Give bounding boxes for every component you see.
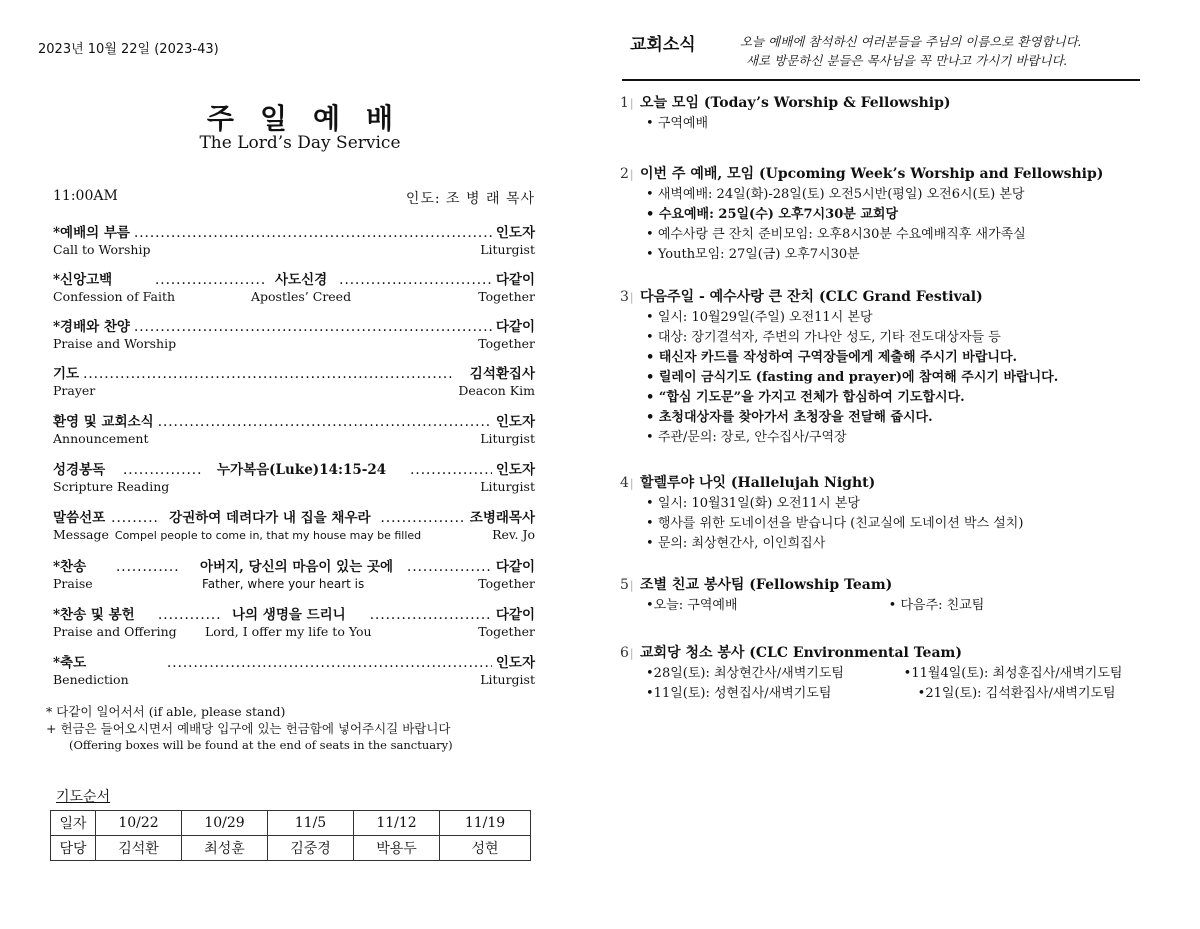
item-who-ko: 김석환집사 xyxy=(469,366,535,382)
table-row xyxy=(51,811,531,836)
welcome-line-1: 오늘 예배에 참석하신 여러분들을 주님의 이름으로 환영합니다. xyxy=(740,34,1082,49)
news-section-fellowship-team xyxy=(620,574,1180,616)
section-heading: 오늘 모임 (Today’s Worship & Fellowship) xyxy=(640,95,951,111)
fellowship-next: • 다음주: 친교팀 xyxy=(888,598,985,613)
table-cell: 최성훈 xyxy=(182,836,268,861)
news-section-environmental-team xyxy=(620,642,1180,704)
section-number: 2 | xyxy=(620,166,640,182)
news-section-upcoming-week xyxy=(620,163,1180,265)
item-mid-en: Lord, I offer my life to You xyxy=(205,624,372,639)
item-ko: *경배와 찬양 xyxy=(53,319,130,335)
cleaning-entry: • 11일(토): 성현집사/새벽기도팀 xyxy=(653,686,832,701)
fellowship-today: • 오늘: 구역예배 xyxy=(653,598,738,613)
section-heading: 조별 친교 봉사팀 (Fellowship Team) xyxy=(640,577,893,593)
order-item-announcement xyxy=(53,410,535,446)
table-cell: 11/5 xyxy=(268,811,354,836)
list-item: • 예수사랑 큰 잔치 준비모임: 오후8시30분 수요예배직후 새가족실 xyxy=(646,225,1180,245)
table-cell: 성현 xyxy=(440,836,531,861)
order-item-praise-worship xyxy=(53,315,535,351)
service-time-row xyxy=(53,188,535,208)
item-en: Call to Worship xyxy=(53,242,151,257)
item-en: Praise and Worship xyxy=(53,336,177,351)
item-who-en: Together xyxy=(478,289,535,304)
section-number: 6 | xyxy=(620,645,640,661)
item-en: Message xyxy=(53,527,109,542)
item-en: Scripture Reading xyxy=(53,479,170,494)
item-who-en: Rev. Jo xyxy=(492,527,535,542)
service-leader: 인도: 조 병 래 목사 xyxy=(405,191,535,207)
order-item-prayer xyxy=(53,362,535,398)
table-cell: 11/12 xyxy=(354,811,440,836)
list-item xyxy=(646,596,1180,616)
cleaning-entry: • 28일(토): 최상현간사/새벽기도팀 xyxy=(653,666,844,681)
item-who-en: Together xyxy=(478,624,535,639)
prayer-schedule-table xyxy=(50,810,531,861)
item-who-en: Liturgist xyxy=(480,242,535,257)
section-heading: 다음주일 - 예수사랑 큰 잔치 (CLC Grand Festival) xyxy=(640,289,983,305)
table-cell: 김중경 xyxy=(268,836,354,861)
item-mid-ko: 강권하여 데려다가 내 집을 채우라 xyxy=(169,510,371,526)
item-en: Praise and Offering xyxy=(53,624,177,639)
item-mid-en: Father, where your heart is xyxy=(202,577,365,591)
note-stand: * 다같이 일어서서 (if able, please stand) xyxy=(46,704,286,719)
list-item xyxy=(646,664,1180,684)
order-item-hymn xyxy=(53,555,535,591)
welcome-message xyxy=(740,32,1082,70)
list-item: • 구역예배 xyxy=(646,114,1180,134)
list-item: • “합심 기도문”을 가지고 전체가 합심하여 기도합시다. xyxy=(646,388,1180,408)
item-ko: *찬송 및 봉헌 xyxy=(53,607,135,623)
list-item xyxy=(646,684,1180,704)
item-who-en: Together xyxy=(478,336,535,351)
item-ko: *축도 xyxy=(53,655,87,671)
table-row xyxy=(51,836,531,861)
item-who-en: Together xyxy=(478,576,535,591)
order-item-benediction xyxy=(53,651,535,687)
item-mid-ko: 누가복음(Luke)14:15-24 xyxy=(217,462,387,478)
news-title: 교회소식 xyxy=(630,35,696,55)
item-ko: 환영 및 교회소식 xyxy=(53,414,154,430)
item-ko: 기도 xyxy=(53,366,80,382)
item-who-ko: 인도자 xyxy=(495,414,535,430)
item-who-en: Liturgist xyxy=(480,479,535,494)
item-who-ko: 인도자 xyxy=(495,655,535,671)
item-who-en: Deacon Kim xyxy=(458,383,535,398)
list-item: • 문의: 최상현간사, 이인희집사 xyxy=(646,534,1180,554)
cleaning-entry: •11월4일(토): 최성훈집사/새벽기도팀 xyxy=(903,666,1123,681)
item-mid-en: Compel people to come in, that my house may be filled xyxy=(114,529,422,542)
order-item-call-to-worship xyxy=(53,221,535,257)
item-who-ko: 조병래목사 xyxy=(469,510,535,526)
list-item: • 대상: 장기결석자, 주변의 가나안 성도, 기타 전도대상자들 등 xyxy=(646,328,1180,348)
note-offering-en: (Offering boxes will be found at the end of seats in the sanctuary) xyxy=(69,738,453,752)
item-en: Benediction xyxy=(53,672,129,687)
title-english: The Lord’s Day Service xyxy=(199,133,401,153)
item-who-ko: 다같이 xyxy=(495,272,535,288)
welcome-line-2: 새로 방문하신 분들은 목사님을 꼭 만나고 가시기 바랍니다. xyxy=(746,53,1068,68)
list-item: • Youth모임: 27일(금) 오후7시30분 xyxy=(646,245,1180,265)
service-notes xyxy=(46,703,453,754)
list-item: • 수요예배: 25일(수) 오후7시30분 교회당 xyxy=(646,205,1180,225)
item-en: Praise xyxy=(53,576,93,591)
section-number: 5 | xyxy=(620,577,640,593)
list-item: • 새벽예배: 24일(화)-28일(토) 오전5시반(평일) 오전6시(토) 본당 xyxy=(646,185,1180,205)
item-who-ko: 인도자 xyxy=(495,225,535,241)
section-heading: 할렐루야 나잇 (Hallelujah Night) xyxy=(640,475,876,491)
item-mid-en: Apostles’ Creed xyxy=(251,289,352,304)
list-item: • 주관/문의: 장로, 안수집사/구역장 xyxy=(646,428,1180,448)
item-ko: *찬송 xyxy=(53,559,87,575)
table-cell: 10/29 xyxy=(182,811,268,836)
section-number: 4 | xyxy=(620,475,640,491)
list-item: • 초청대상자를 찾아가서 초청장을 전달해 줍시다. xyxy=(646,408,1180,428)
item-mid-ko: 나의 생명을 드리니 xyxy=(232,607,346,623)
table-cell: 담당 xyxy=(51,836,96,861)
order-item-message xyxy=(53,506,535,542)
table-cell: 10/22 xyxy=(96,811,182,836)
section-number: 1 | xyxy=(620,95,640,111)
list-item: • 태신자 카드를 작성하여 구역장들에게 제출해 주시기 바랍니다. xyxy=(646,348,1180,368)
item-who-ko: 다같이 xyxy=(495,607,535,623)
news-section-hallelujah-night xyxy=(620,472,1180,554)
bulletin-date: 2023년 10월 22일 (2023-43) xyxy=(38,42,219,57)
list-item: • 일시: 10월31일(화) 오전11시 본당 xyxy=(646,494,1180,514)
item-who-ko: 다같이 xyxy=(495,559,535,575)
item-en: Prayer xyxy=(53,383,96,398)
item-mid-ko: 아버지, 당신의 마음이 있는 곳에 xyxy=(200,559,394,575)
item-ko: 성경봉독 xyxy=(53,462,106,478)
item-en: Confession of Faith xyxy=(53,289,176,304)
order-item-confession xyxy=(53,268,535,304)
section-heading: 교회당 청소 봉사 (CLC Environmental Team) xyxy=(640,645,962,661)
order-item-offering xyxy=(53,603,535,639)
news-section-grand-festival xyxy=(620,286,1180,448)
list-item: • 행사를 위한 도네이션을 받습니다 (친교실에 도네이션 박스 설치) xyxy=(646,514,1180,534)
table-cell: 박용두 xyxy=(354,836,440,861)
table-cell: 11/19 xyxy=(440,811,531,836)
service-time: 11:00AM xyxy=(53,188,118,204)
item-who-en: Liturgist xyxy=(480,431,535,446)
list-item: • 릴레이 금식기도 (fasting and prayer)에 참여해 주시기 바랍니다. xyxy=(646,368,1180,388)
cleaning-entry: •21일(토): 김석환집사/새벽기도팀 xyxy=(917,686,1116,701)
item-mid-ko: 사도신경 xyxy=(275,272,328,288)
order-item-scripture xyxy=(53,458,535,494)
item-who-ko: 다같이 xyxy=(495,319,535,335)
table-cell: 일자 xyxy=(51,811,96,836)
item-en: Announcement xyxy=(53,431,149,446)
item-ko: 말씀선포 xyxy=(53,510,106,526)
table-cell: 김석환 xyxy=(96,836,182,861)
right-page xyxy=(600,0,1200,929)
item-who-en: Liturgist xyxy=(480,672,535,687)
item-ko: *신앙고백 xyxy=(53,272,113,288)
news-section-today xyxy=(620,92,1180,134)
divider xyxy=(622,79,1140,81)
prayer-schedule-title: 기도순서 xyxy=(56,789,111,805)
list-item: • 일시: 10월29일(주일) 오전11시 본당 xyxy=(646,308,1180,328)
note-offering: + 헌금은 들어오시면서 예배당 입구에 있는 헌금함에 넣어주시길 바랍니다 xyxy=(46,721,451,736)
item-who-ko: 인도자 xyxy=(495,462,535,478)
item-ko: *예배의 부름 xyxy=(53,225,130,241)
section-heading: 이번 주 예배, 모임 (Upcoming Week’s Worship and Fellowship) xyxy=(640,166,1104,182)
section-number: 3 | xyxy=(620,289,640,305)
title-korean: 주일예배 xyxy=(206,102,420,135)
